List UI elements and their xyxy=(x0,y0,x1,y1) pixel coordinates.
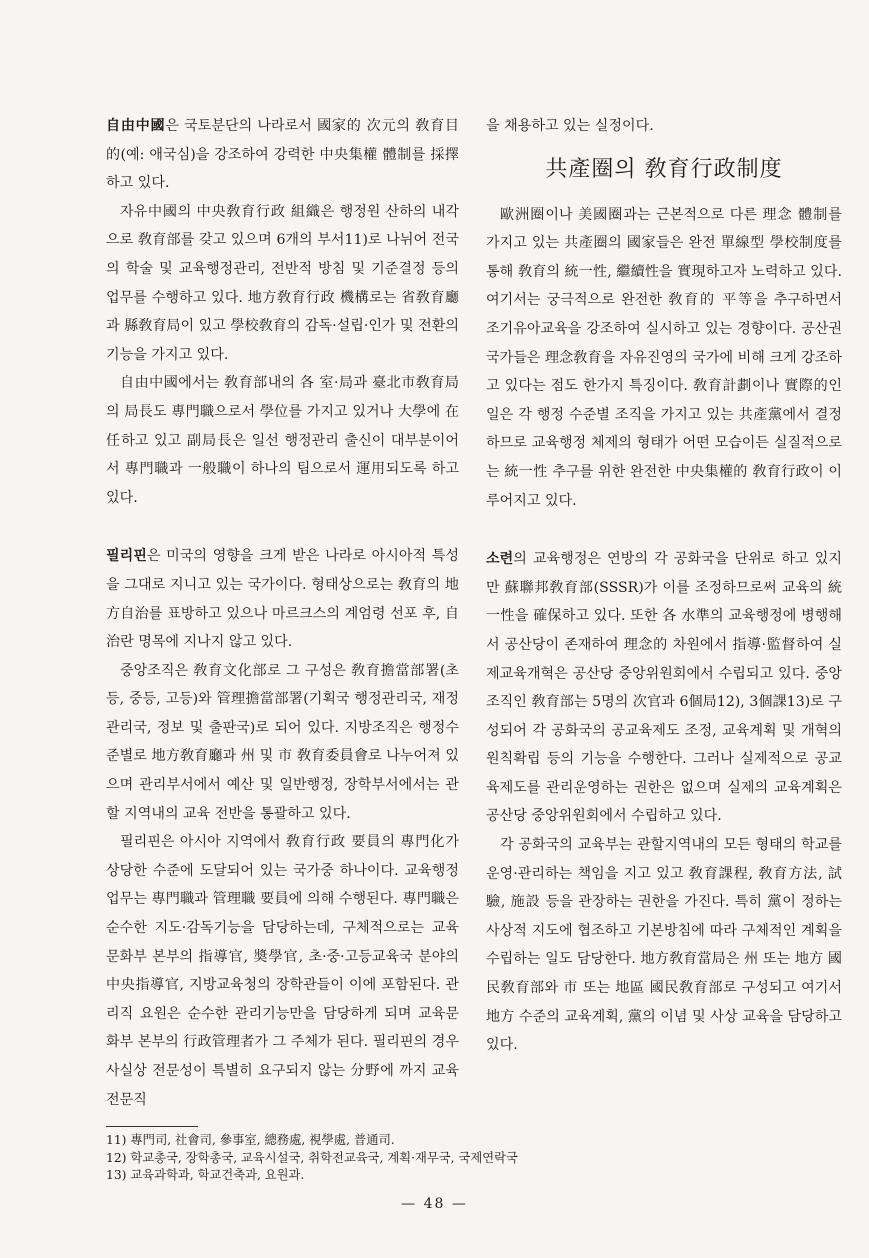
paragraph-taiwan-intro: 自由中國은 국토분단의 나라로서 國家的 次元의 敎育目的(예: 애국심)을 강조하여 강력한 中央集權 體制를 採擇하고 있다. xyxy=(106,118,459,192)
paragraph-taiwan-staff: 自由中國에서는 敎育部내의 各 室·局과 臺北市敎育局의 局長도 專門職으로서 學位를 가지고 있거나 大學에 在任하고 있고 副局長은 일선 행정관리 출신이 대부분이어서 專門職과 一般職이 하나의 팀으로서 運用되도록 하고 있다. xyxy=(106,375,459,506)
footnotes xyxy=(106,1132,806,1185)
paragraph-continuation: 을 채용하고 있는 실정이다. xyxy=(486,118,654,134)
paragraph-philippines-intro: 필리핀은 미국의 영향을 크게 받은 나라로 아시아적 특성을 그대로 지니고 있는 국가이다. 형태상으로는 敎育의 地方自治를 표방하고 있으나 마르크스의 계엄령 선포 후, 自治란 명목에 지나지 않고 있다. xyxy=(106,548,459,651)
paragraph-republic-ministries: 각 공화국의 교육부는 관할지역내의 모든 형태의 학교를 운영·관리하는 책임을 지고 있고 敎育課程, 敎育方法, 試驗, 施設 등을 관장하는 권한을 가진다. 특히 黨이 정하는 사상적 지도에 협조하고 기본방침에 따라 구체적인 계획을 수립하는 일도 담당한다. 地方敎育當局은 州 또는 地方 國民敎育部와 市 또는 地區 國民敎育部로 구성되고 여기서 地方 수준의 교육계획, 黨의 이념 및 사상 교육을 담당하고 있다. xyxy=(486,837,842,1054)
paragraph-soviet: 소련의 교육행정은 연방의 각 공화국을 단위로 하고 있지만 蘇聯邦敎育部(SSSR)가 이를 조정하므로써 교육의 統一性을 確保하고 있다. 또한 各 水準의 교육행정에 병행해서 공산당이 존재하여 理念的 차원에서 指導·監督하여 실제교육개혁은 공산당 중앙위원회에서 수립되고 있다. 중앙조직인 敎育部는 5명의 次官과 6個局12), 3個課13)로 구성되어 각 공화국의 공교육제도 조정, 교육계획 및 개혁의 원칙확립 등의 기능을 수행한다. 그러나 실제적으로 공교육제도를 관리운영하는 권한은 없으며 실제의 교육계획은 공산당 중앙위원회에서 수립하고 있다. xyxy=(486,551,842,825)
paragraph-taiwan-ministry: 자유中國의 中央敎育行政 組織은 행정원 산하의 내각으로 敎育部를 갖고 있으며 6개의 부서11)로 나뉘어 전국의 학술 및 교육행정관리, 전반적 방침 및 기준결정 등의 업무를 수행하고 있다. 地方敎育行政 機構로는 省敎育廳과 縣敎育局이 있고 學校敎育의 감독·설립·인가 및 전환의 기능을 가지고 있다. xyxy=(106,203,459,363)
paragraph-philippines-professional: 필리핀은 아시아 지역에서 敎育行政 要員의 專門化가 상당한 수준에 도달되어 있는 국가중 하나이다. 교육행정업무는 專門職과 管理職 要員에 의해 수행된다. 專門職은 순수한 지도·감독기능을 담당하는데, 구체적으로는 교육문화부 본부의 指導官, 奬學官, 초·중·고등교육국 분야의 中央指導官, 지방교육청의 장학관들이 이에 포함된다. 관리직 요원은 순수한 관리기능만을 담당하게 되며 교육문화부 본부의 行政管理者가 그 주체가 된다. 필리핀의 경우 사실상 전문성이 특별히 요구되지 않는 分野에 까지 교육 전문직 xyxy=(106,834,459,1108)
page-number: — 48 — xyxy=(401,1196,468,1212)
term-soviet: 소련 xyxy=(486,551,514,568)
paragraph-philippines-organization: 중앙조직은 敎育文化部로 그 구성은 敎育擔當部署(초등, 중등, 고등)와 管理擔當部署(기획국 행정관리국, 재정관리국, 정보 및 출판국)로 되어 있다. 지방조직은 행정수준별로 地方敎育廳과 州 및 市 敎育委員會로 나누어져 있으며 관리부서에서 예산 및 일반행정, 장학부서에서는 관할 지역내의 교육 전반을 통괄하고 있다. xyxy=(106,662,459,822)
footnote-11: 11) 專門司, 社會司, 參事室, 總務處, 視學處, 普通司. xyxy=(106,1133,395,1147)
paragraph-communist-intro: 歐洲圈이나 美國圈과는 근본적으로 다른 理念 體制를 가지고 있는 共產圈의 國家들은 완전 單線型 學校制度를 통해 敎育의 統一性, 繼續性을 實現하고자 노력하고 있다. 여기서는 궁극적으로 완전한 敎育的 平等을 추구하면서 조기유아교육을 강조하여 실시하고 있는 경향이다. 공산권 국가들은 理念敎育을 자유진영의 국가에 비해 크게 강조하고 있다는 점도 한가지 특징이다. 敎育計劃이나 實際的인 일은 각 행정 수준별 조직을 가지고 있는 共產黨에서 결정하므로 교육행정 체제의 형태가 어떤 모습이든 실질적으로는 統一性 추구를 위한 완전한 中央集權的 敎育行政이 이루어지고 있다. xyxy=(486,206,842,509)
footnote-13: 13) 교육과학과, 학교건축과, 요원과. xyxy=(106,1168,305,1182)
term-taiwan: 自由中國 xyxy=(106,118,166,134)
right-column xyxy=(486,112,842,1060)
term-philippines: 필리핀 xyxy=(106,548,147,565)
footnote-divider xyxy=(106,1126,198,1127)
footnote-12: 12) 학교총국, 장학총국, 교육시설국, 취학전교육국, 계획·재무국, 국제연락국 xyxy=(106,1150,518,1165)
left-column xyxy=(106,112,459,1114)
section-heading: 共產圈의 敎育行政制度 xyxy=(545,156,783,182)
